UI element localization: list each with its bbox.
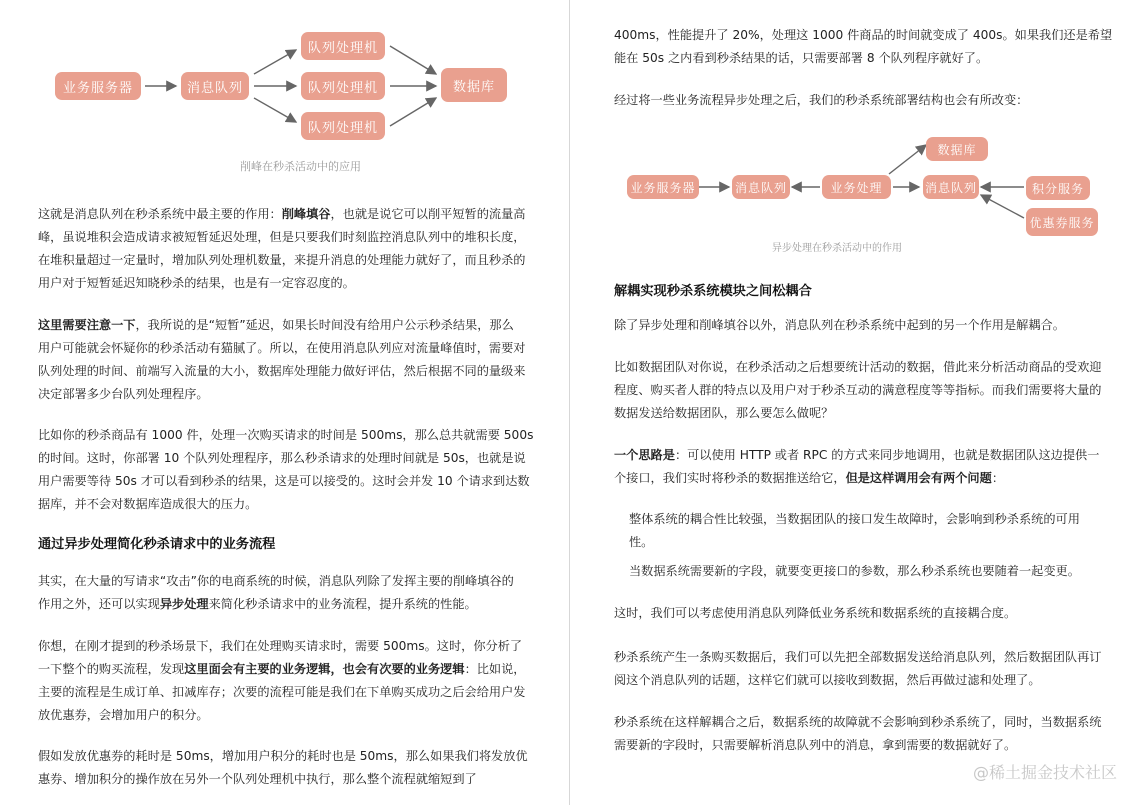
paragraph: 这时，我们可以考虑使用消息队列降低业务系统和数据系统的直接耦合度。 bbox=[614, 606, 1017, 620]
coupon-service-box: 优惠券服务 bbox=[1026, 208, 1098, 236]
paragraph: 假如发放优惠券的耗时是 50ms，增加用户积分的耗时也是 50ms，那么如果我们将发放优 bbox=[38, 749, 528, 763]
paragraph-line: 队列处理的时间、前端写入流量的大小，数据库处理能力做好评估，然后根据不同的量级来 bbox=[38, 364, 526, 378]
queue-processor-box-2: 队列处理机 bbox=[301, 72, 385, 100]
paragraph-line: 能在 50s 之内看到秒杀结果的话，只需要部署 8 个队列程序就好了。 bbox=[614, 51, 989, 65]
paragraph-line: 一下整个的购买流程，发现这里面会有主要的业务逻辑，也会有次要的业务逻辑：比如说， bbox=[38, 662, 526, 676]
paragraph-line: 峰，虽说堆积会造成请求被短暂延迟处理，但是只要我们时刻监控消息队列中的堆积长度， bbox=[38, 230, 526, 244]
diagram1-caption: 削峰在秒杀活动中的应用 bbox=[240, 160, 361, 173]
paragraph-line: 程度、购买者人群的特点以及用户对于秒杀互动的满意程度等等指标。而我们需要将大量的 bbox=[614, 383, 1102, 397]
paragraph: 其实，在大量的写请求“攻击”你的电商系统的时候，消息队列除了发挥主要的削峰填谷的 bbox=[38, 574, 514, 588]
paragraph-line: 放优惠券，会增加用户的积分。 bbox=[38, 708, 209, 722]
paragraph: 这里需要注意一下，我所说的是“短暂”延迟，如果长时间没有给用户公示秒杀结果，那么 bbox=[38, 318, 514, 332]
paragraph-line: 主要的流程是生成订单、扣减库存；次要的流程可能是我们在下单购买成功之后会给用户发 bbox=[38, 685, 526, 699]
queue-processor-box-3: 队列处理机 bbox=[301, 112, 385, 140]
paragraph: 你想，在刚才提到的秒杀场景下，我们在处理购买请求时，需要 500ms。这时，你分析了 bbox=[38, 639, 523, 653]
paragraph: 这就是消息队列在秒杀系统中最主要的作用：削峰填谷，也就是说它可以削平短暂的流量高 bbox=[38, 207, 526, 221]
paragraph-line: 惠券、增加积分的操作放在另外一个队列处理机中执行，那么整个流程就缩短到了 bbox=[38, 772, 477, 786]
section-heading: 通过异步处理简化秒杀请求中的业务流程 bbox=[38, 537, 276, 552]
queue-processor-box-1: 队列处理机 bbox=[301, 32, 385, 60]
business-server-box: 业务服务器 bbox=[55, 72, 141, 100]
section-heading: 解耦实现秒杀系统模块之间松耦合 bbox=[614, 284, 812, 299]
paragraph: 经过将一些业务流程异步处理之后，我们的秒杀系统部署结构也会有所改变： bbox=[614, 93, 1029, 107]
right-page bbox=[571, 0, 1139, 805]
paragraph: 400ms，性能提升了 20%，处理这 1000 件商品的时间就变成了 400s。如果我们还是希望 bbox=[614, 28, 1113, 42]
paragraph: 比如你的秒杀商品有 1000 件，处理一次购买请求的时间是 500ms，那么总共就需要 500s bbox=[38, 428, 534, 442]
watermark: @稀土掘金技术社区 bbox=[972, 763, 1117, 782]
message-queue-box-left: 消息队列 bbox=[732, 175, 790, 199]
database-box: 数据库 bbox=[926, 137, 988, 161]
paragraph-line: 数据发送给数据团队，那么要怎么做呢？ bbox=[614, 406, 834, 420]
business-process-box: 业务处理 bbox=[822, 175, 891, 199]
paragraph-line: 个接口，我们实时将秒杀的数据推送给它，但是这样调用会有两个问题： bbox=[614, 471, 1004, 485]
list-item-line: 性。 bbox=[629, 535, 654, 549]
paragraph-line: 需要新的字段时，只需要解析消息队列中的消息，拿到需要的数据就好了。 bbox=[614, 738, 1017, 752]
paragraph: 除了异步处理和削峰填谷以外，消息队列在秒杀系统中起到的另一个作用是解耦合。 bbox=[614, 318, 1065, 332]
message-queue-box-right: 消息队列 bbox=[923, 175, 979, 199]
paragraph-line: 用户对于短暂延迟知晓秒杀的结果，也是有一定容忍度的。 bbox=[38, 276, 355, 290]
paragraph-line: 据库，并不会对数据库造成很大的压力。 bbox=[38, 497, 258, 511]
paragraph-line: 的时间。这时，你部署 10 个队列处理程序，那么秒杀请求的处理时间就是 50s，也就是说 bbox=[38, 451, 526, 465]
message-queue-box: 消息队列 bbox=[181, 72, 249, 100]
points-service-box: 积分服务 bbox=[1026, 176, 1090, 200]
list-item: 整体系统的耦合性比较强，当数据团队的接口发生故障时，会影响到秒杀系统的可用 bbox=[629, 512, 1080, 526]
paragraph: 秒杀系统在这样解耦合之后，数据系统的故障就不会影响到秒杀系统了，同时，当数据系统 bbox=[614, 715, 1102, 729]
business-server-box: 业务服务器 bbox=[627, 175, 699, 199]
paragraph-line: 用户需要等待 50s 才可以看到秒杀的结果，这是可以接受的。这时会并发 10 个请求到达数 bbox=[38, 474, 530, 488]
page-divider bbox=[569, 0, 570, 805]
paragraph-line: 决定部署多少台队列处理程序。 bbox=[38, 387, 209, 401]
paragraph: 比如数据团队对你说，在秒杀活动之后想要统计活动的数据，借此来分析活动商品的受欢迎 bbox=[614, 360, 1102, 374]
paragraph-line: 作用之外，还可以实现异步处理来简化秒杀请求中的业务流程，提升系统的性能。 bbox=[38, 597, 477, 611]
list-item: 当数据系统需要新的字段，就要变更接口的参数，那么秒杀系统也要随着一起变更。 bbox=[629, 564, 1080, 578]
paragraph: 秒杀系统产生一条购买数据后，我们可以先把全部数据发送给消息队列，然后数据团队再订 bbox=[614, 650, 1102, 664]
left-page bbox=[0, 0, 568, 805]
paragraph-line: 在堆积量超过一定量时，增加队列处理机数量，来提升消息的处理能力就好了，而且秒杀的 bbox=[38, 253, 526, 267]
database-box: 数据库 bbox=[441, 68, 507, 102]
paragraph: 一个思路是：可以使用 HTTP 或者 RPC 的方式来同步地调用，也就是数据团队这边提供一 bbox=[614, 448, 1100, 462]
diagram2-caption: 异步处理在秒杀活动中的作用 bbox=[772, 243, 902, 254]
paragraph-line: 阅这个消息队列的话题，这样它们就可以接收到数据，然后再做过滤和处理了。 bbox=[614, 673, 1041, 687]
paragraph-line: 用户可能就会怀疑你的秒杀活动有猫腻了。所以，在使用消息队列应对流量峰值时，需要对 bbox=[38, 341, 526, 355]
